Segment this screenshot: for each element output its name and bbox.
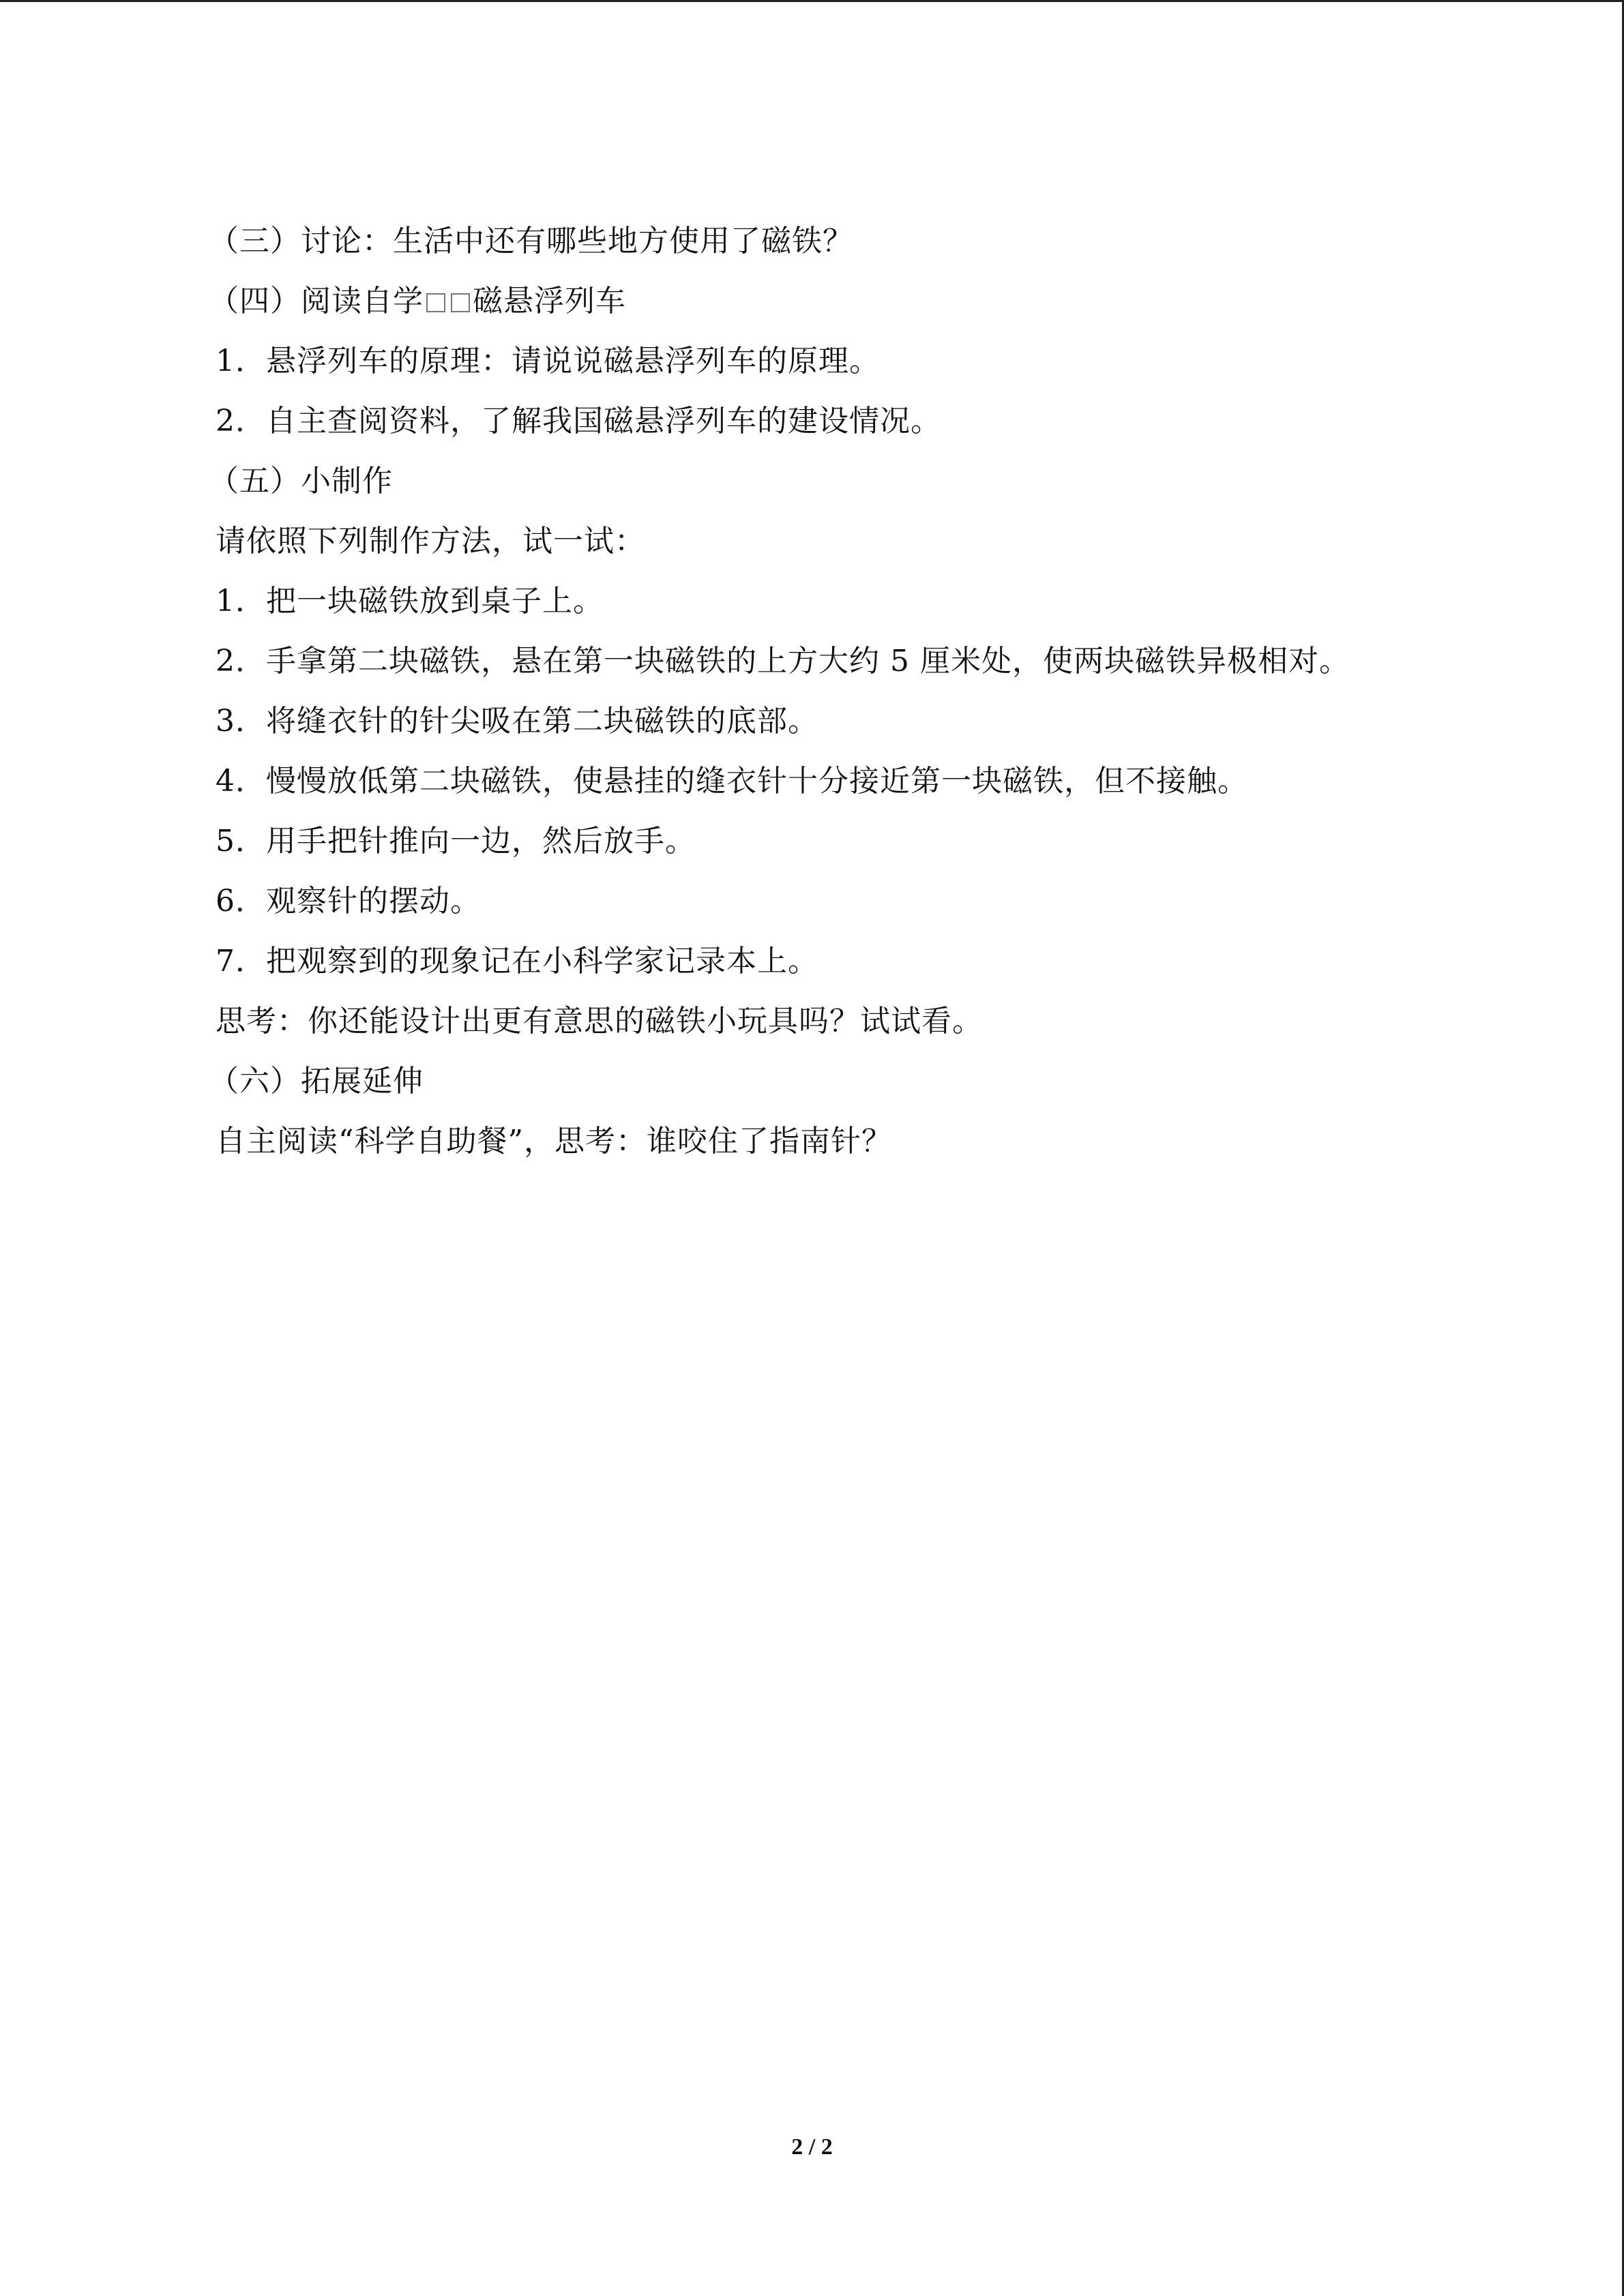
instruction-intro: 请依照下列制作方法，试一试： (216, 524, 645, 558)
missing-glyph-box (426, 293, 445, 312)
document-body (209, 211, 1443, 1172)
section-heading-craft: （五）小制作 (209, 464, 393, 498)
page-border-top (0, 0, 1624, 2)
list-item: 6．观察针的摆动。 (216, 884, 481, 919)
list-item: 2．自主查阅资料，了解我国磁悬浮列车的建设情况。 (216, 404, 941, 438)
list-item: 3．将缝衣针的针尖吸在第二块磁铁的底部。 (216, 704, 818, 739)
list-item: 7．把观察到的现象记在小科学家记录本上。 (216, 944, 818, 979)
reading-heading-suffix: 磁悬浮列车 (473, 284, 626, 318)
list-item: 5．用手把针推向一边，然后放手。 (216, 824, 696, 859)
section-heading-reading (209, 271, 1443, 331)
list-item: 2．手拿第二块磁铁，悬在第一块磁铁的上方大约 5 厘米处，使两块磁铁异极相对。 (216, 644, 1350, 679)
section-heading-discussion: （三）讨论：生活中还有哪些地方使用了磁铁？ (209, 224, 853, 258)
list-item: 1．把一块磁铁放到桌子上。 (216, 584, 604, 618)
reading-heading-prefix: （四）阅读自学 (209, 284, 424, 318)
list-item: 4．慢慢放低第二块磁铁，使悬挂的缝衣针十分接近第一块磁铁，但不接触。 (216, 764, 1248, 799)
extension-text: 自主阅读“科学自助餐”，思考：谁咬住了指南针？ (216, 1124, 892, 1159)
missing-glyph-box (451, 293, 470, 312)
page-number: 2 / 2 (791, 2134, 833, 2160)
thinking-question: 思考：你还能设计出更有意思的磁铁小玩具吗？试试看。 (216, 1004, 983, 1039)
section-heading-extension: （六）拓展延伸 (209, 1064, 424, 1099)
list-item: 1．悬浮列车的原理：请说说磁悬浮列车的原理。 (216, 344, 880, 378)
